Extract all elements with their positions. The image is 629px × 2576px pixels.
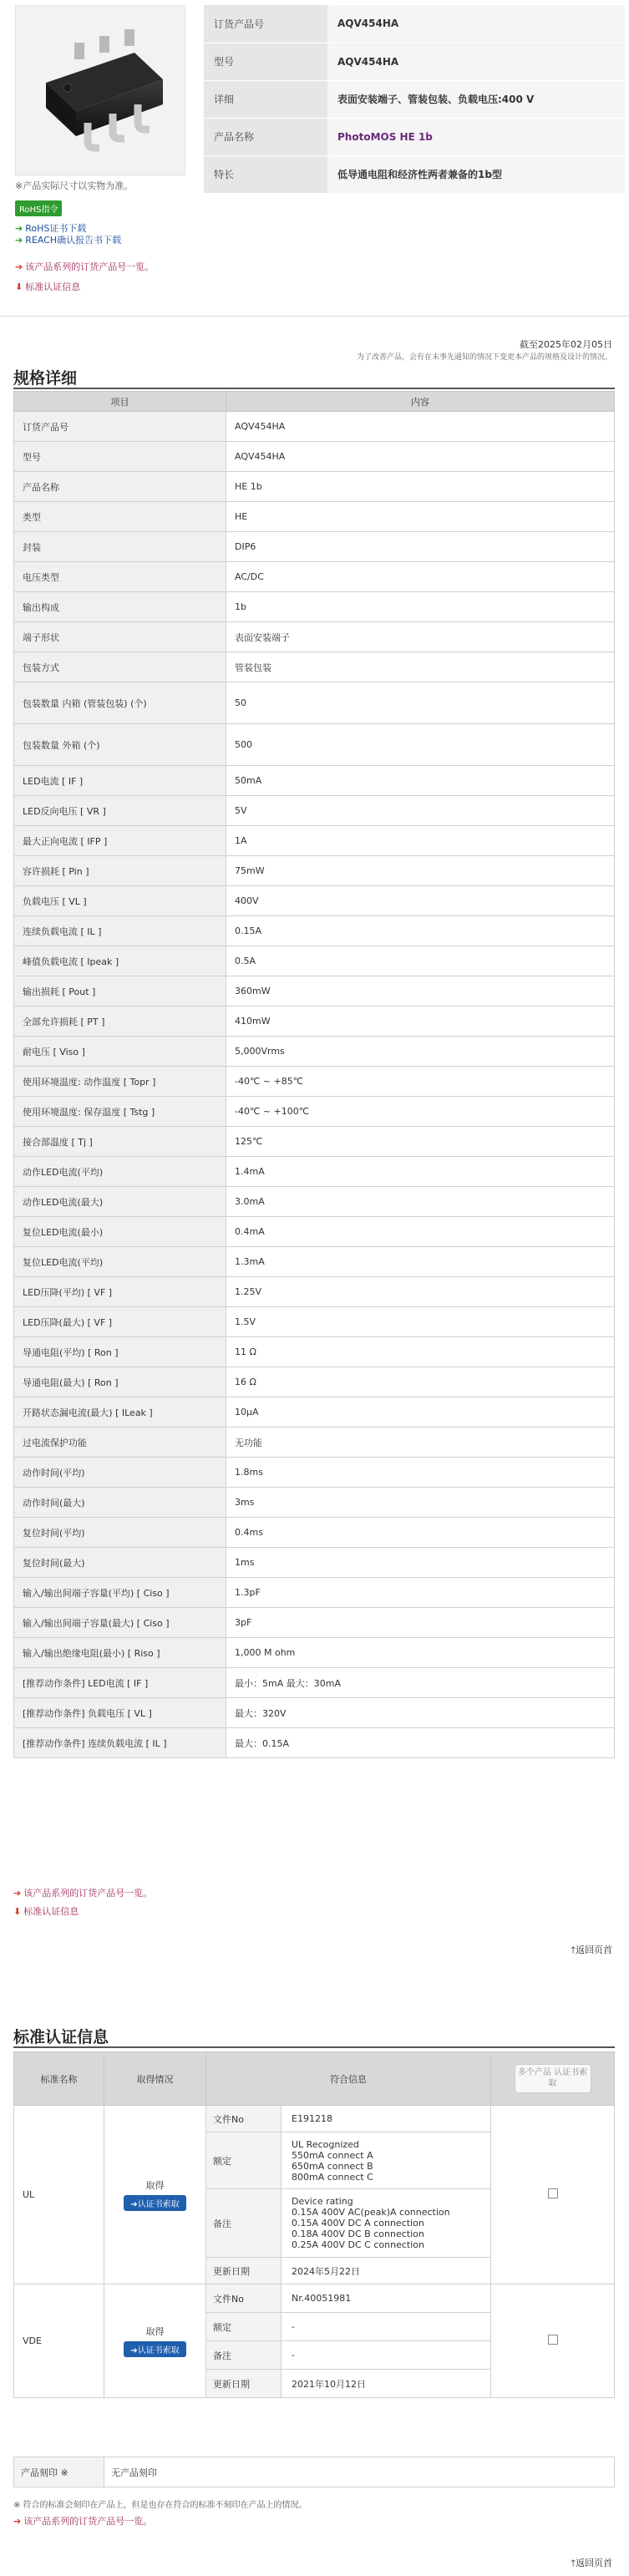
spec-value: 360mW: [226, 976, 615, 1007]
spec-row: [14, 1427, 615, 1458]
spec-label: 订货产品号: [14, 412, 226, 442]
spec-value: 3ms: [226, 1488, 615, 1518]
spec-row: [14, 1488, 615, 1518]
spec-label: [推荐动作条件] 负载电压 [ VL ]: [14, 1698, 226, 1728]
spec-value: 3pF: [226, 1608, 615, 1638]
title-underline: [13, 388, 615, 389]
updated-value: 2021年10月12日: [282, 2370, 491, 2398]
spec-value: 5V: [226, 796, 615, 826]
spec-label: 输出构成: [14, 592, 226, 622]
product-stamp-table: [13, 2457, 615, 2487]
arrow-up-icon: 🡑: [571, 2558, 576, 2568]
remarks-line: 0.18A 400V DC B connection: [292, 2229, 424, 2239]
spec-row: [14, 562, 615, 592]
cert-row-ul: [14, 2106, 615, 2132]
status-cell: [104, 2106, 206, 2284]
remarks-line: 0.25A 400V DC C connection: [292, 2239, 424, 2250]
spec-row: [14, 1187, 615, 1217]
product-info-table: [204, 5, 625, 194]
status-label: 取得: [145, 2180, 165, 2191]
info-value: AQV454HA: [327, 5, 625, 43]
spec-row: [14, 826, 615, 856]
title-underline: [13, 2046, 615, 2048]
status-cell: [104, 2284, 206, 2398]
spec-row: [14, 1127, 615, 1157]
spec-row: [14, 796, 615, 826]
spec-label: 接合部温度 [ Tj ]: [14, 1127, 226, 1157]
order-list-link-label: 该产品系列的订货产品号一览。: [23, 2516, 153, 2527]
spec-value: 1.5V: [226, 1307, 615, 1337]
back-to-top-label: 返回页首: [576, 1945, 612, 1955]
cert-title: 标准认证信息: [13, 2028, 109, 2046]
spec-value: 1A: [226, 826, 615, 856]
spec-value: 16 Ω: [226, 1367, 615, 1397]
info-label: 详细: [204, 80, 327, 118]
info-row: [204, 80, 625, 118]
spec-table: [13, 391, 615, 1758]
spec-label: 包装方式: [14, 652, 226, 682]
spec-label: 复位时间(平均): [14, 1518, 226, 1548]
spec-label: 使用环境温度: 保存温度 [ Tstg ]: [14, 1097, 226, 1127]
spec-label: 包装数量 内箱 (管装包装) (个): [14, 682, 226, 724]
spec-value: 400V: [226, 886, 615, 916]
spec-label: 端子形状: [14, 622, 226, 652]
arrow-right-icon: ➔: [15, 261, 23, 272]
info-label: 特长: [204, 155, 327, 193]
stamp-value: 无产品刻印: [104, 2457, 615, 2487]
spec-row: [14, 1037, 615, 1067]
spec-label: 复位LED电流(最小): [14, 1217, 226, 1247]
disclaimer: 为了改善产品，会有在未事先通知的情况下变更本产品的规格及设计的情况。: [356, 353, 612, 362]
arrow-up-icon: 🡑: [571, 1945, 576, 1955]
spec-label: LED电流 [ IF ]: [14, 766, 226, 796]
cert-row-vde: [14, 2284, 615, 2313]
rating-value: -: [282, 2313, 491, 2341]
info-row: [204, 43, 625, 80]
col-item: 项目: [14, 392, 226, 412]
remarks-value: [282, 2189, 491, 2258]
info-value: 表面安装端子、管装包装、负载电压:400 V: [327, 80, 625, 118]
spec-label: 使用环境温度: 动作温度 [ Topr ]: [14, 1067, 226, 1097]
spec-value: 0.4mA: [226, 1217, 615, 1247]
rohs-cert-link-label: RoHS证书下载: [25, 223, 87, 234]
spec-row: [14, 622, 615, 652]
updated-value: 2024年5月22日: [282, 2258, 491, 2284]
arrow-right-icon: ➔: [15, 223, 23, 234]
doc-no-value: E191218: [282, 2106, 491, 2132]
spec-label: 产品名称: [14, 472, 226, 502]
info-value: 低导通电阻和经济性两者兼备的1b型: [327, 155, 625, 193]
image-size-note: ※产品实际尺寸以实物为准。: [15, 180, 134, 191]
spec-value: 1.8ms: [226, 1458, 615, 1488]
spec-row: [14, 1247, 615, 1277]
remarks-label: 备注: [206, 2341, 282, 2370]
status-label: 取得: [145, 2326, 165, 2337]
spec-row: [14, 1668, 615, 1698]
spec-label: [推荐动作条件] LED电流 [ IF ]: [14, 1668, 226, 1698]
spec-row: [14, 946, 615, 976]
get-cert-button[interactable]: [124, 2195, 185, 2211]
arrow-right-icon: ➔: [15, 235, 23, 246]
standard-name: UL: [14, 2106, 104, 2284]
spec-row: [14, 1578, 615, 1608]
rating-label: 额定: [206, 2313, 282, 2341]
spec-label: 动作LED电流(平均): [14, 1157, 226, 1187]
spec-row: [14, 1157, 615, 1187]
product-image: [15, 5, 185, 175]
spec-value: 0.15A: [226, 916, 615, 946]
stamp-footnote: ※ 符合的标准会刻印在产品上，但是也存在符合的标准不刻印在产品上的情况。: [13, 2501, 307, 2510]
spec-row: [14, 1638, 615, 1668]
spec-value: 0.4ms: [226, 1518, 615, 1548]
spec-row: [14, 502, 615, 532]
spec-value: 无功能: [226, 1427, 615, 1458]
info-value: AQV454HA: [327, 43, 625, 80]
rating-value: [282, 2132, 491, 2189]
remarks-line: Device rating: [292, 2196, 353, 2207]
spec-label: 开路状态漏电流(最大) [ ILeak ]: [14, 1397, 226, 1427]
back-to-top-label: 返回页首: [576, 2558, 612, 2568]
spec-value: DIP6: [226, 532, 615, 562]
select-checkbox[interactable]: [548, 2335, 558, 2345]
spec-row: [14, 1458, 615, 1488]
relay-chip-icon: [16, 6, 186, 176]
spec-value: HE: [226, 502, 615, 532]
updated-label: 更新日期: [206, 2258, 282, 2284]
spec-label: LED压降(平均) [ VF ]: [14, 1277, 226, 1307]
spec-value: 50mA: [226, 766, 615, 796]
spec-value: 1.4mA: [226, 1157, 615, 1187]
reach-report-link[interactable]: [15, 233, 121, 246]
info-row: [204, 5, 625, 43]
spec-row: [14, 1217, 615, 1247]
spec-label: 导通电阻(最大) [ Ron ]: [14, 1367, 226, 1397]
spec-label: 峰值负载电流 [ Ipeak ]: [14, 946, 226, 976]
select-cell: [491, 2284, 615, 2398]
cert-table: [13, 2051, 615, 2398]
spec-row: [14, 532, 615, 562]
reach-report-link-label: REACH确认报告书下载: [25, 235, 122, 246]
spec-row: [14, 1548, 615, 1578]
spec-row: [14, 1728, 615, 1758]
spec-value: 最大：320V: [226, 1698, 615, 1728]
spec-row: [14, 724, 615, 766]
spec-label: LED压降(最大) [ VF ]: [14, 1307, 226, 1337]
info-row: [204, 155, 625, 193]
std-cert-link-label: 标准认证信息: [23, 1906, 79, 1917]
spec-label: LED反向电压 [ VR ]: [14, 796, 226, 826]
spec-row: [14, 1337, 615, 1367]
spec-row: [14, 856, 615, 886]
spec-row: [14, 1397, 615, 1427]
spec-label: 输入/输出间端子容量(平均) [ Ciso ]: [14, 1578, 226, 1608]
remarks-value: -: [282, 2341, 491, 2370]
spec-label: 全部允许损耗 [ PT ]: [14, 1007, 226, 1037]
spec-label: [推荐动作条件] 连续负载电流 [ IL ]: [14, 1728, 226, 1758]
arrow-right-icon: ➔: [13, 1888, 22, 1899]
spec-value: 50: [226, 682, 615, 724]
select-checkbox[interactable]: [548, 2188, 558, 2198]
spec-value: AQV454HA: [226, 442, 615, 472]
spec-row: [14, 1097, 615, 1127]
spec-value: -40℃ ~ +100℃: [226, 1097, 615, 1127]
std-cert-link-label: 标准认证信息: [25, 281, 81, 292]
spec-title: 规格详细: [13, 369, 78, 388]
spec-row: [14, 652, 615, 682]
spec-label: 包装数量 外箱 (个): [14, 724, 226, 766]
multi-cert-request-button[interactable]: 多个产品 认证书索取: [515, 2064, 591, 2093]
rating-line: UL Recognized: [292, 2138, 359, 2150]
order-list-link-2[interactable]: [13, 1886, 152, 1899]
remarks-label: 备注: [206, 2189, 282, 2258]
order-list-link-label: 该产品系列的订货产品号一览。: [25, 261, 155, 272]
spec-value: 0.5A: [226, 946, 615, 976]
rating-line: 650mA connect B: [292, 2160, 373, 2172]
spec-value: 5,000Vrms: [226, 1037, 615, 1067]
spec-label: 负载电压 [ VL ]: [14, 886, 226, 916]
spec-value: 11 Ω: [226, 1337, 615, 1367]
order-list-link-label: 该产品系列的订货产品号一览。: [23, 1888, 153, 1899]
spec-value: 3.0mA: [226, 1187, 615, 1217]
standard-name: VDE: [14, 2284, 104, 2398]
get-cert-button[interactable]: [124, 2341, 185, 2357]
std-cert-link-2[interactable]: [13, 1904, 79, 1918]
arrow-right-icon: ➔: [13, 2516, 22, 2527]
spec-label: 电压类型: [14, 562, 226, 592]
spec-row: [14, 1067, 615, 1097]
col-select: [491, 2052, 615, 2106]
col-standard: 标准名称: [14, 2052, 104, 2106]
spec-value: 最小：5mA 最大：30mA: [226, 1668, 615, 1698]
spec-value: 1.25V: [226, 1277, 615, 1307]
spec-row: [14, 682, 615, 724]
spec-value: 500: [226, 724, 615, 766]
spec-value: 1.3pF: [226, 1578, 615, 1608]
rating-line: 550mA connect A: [292, 2149, 373, 2161]
spec-row: [14, 412, 615, 442]
spec-row: [14, 1367, 615, 1397]
spec-value: 管装包装: [226, 652, 615, 682]
product-summary: [13, 0, 615, 305]
spec-label: 输出损耗 [ Pout ]: [14, 976, 226, 1007]
spec-value: 1.3mA: [226, 1247, 615, 1277]
as-of-date: 截至2025年02月05日: [520, 339, 612, 350]
back-to-top-link-2[interactable]: [571, 2556, 612, 2572]
col-status: 取得情况: [104, 2052, 206, 2106]
spec-value: -40℃ ~ +85℃: [226, 1067, 615, 1097]
stamp-label: 产品刻印 ※: [14, 2457, 104, 2487]
spec-value: 75mW: [226, 856, 615, 886]
arrow-down-icon: ⬇: [15, 281, 23, 292]
spec-row: [14, 1277, 615, 1307]
updated-label: 更新日期: [206, 2370, 282, 2398]
get-cert-label: 认证书索取: [137, 2346, 180, 2355]
spec-value: AQV454HA: [226, 412, 615, 442]
spec-label: 动作LED电流(最大): [14, 1187, 226, 1217]
select-cell: [491, 2106, 615, 2284]
spec-label: 输入/输出间端子容量(最大) [ Ciso ]: [14, 1608, 226, 1638]
spec-label: 容许损耗 [ Pin ]: [14, 856, 226, 886]
spec-label: 动作时间(平均): [14, 1458, 226, 1488]
spec-row: [14, 766, 615, 796]
spec-value: 1b: [226, 592, 615, 622]
info-row: [204, 118, 625, 155]
col-content: 内容: [226, 392, 615, 412]
spec-label: 耐电压 [ Viso ]: [14, 1037, 226, 1067]
arrow-icon: ➔: [130, 2346, 138, 2355]
spec-row: [14, 886, 615, 916]
spec-label: 过电流保护功能: [14, 1427, 226, 1458]
spec-label: 导通电阻(平均) [ Ron ]: [14, 1337, 226, 1367]
info-label: 产品名称: [204, 118, 327, 155]
col-info: 符合信息: [206, 2052, 491, 2106]
spec-row: [14, 1698, 615, 1728]
spec-value: 最大：0.15A: [226, 1728, 615, 1758]
spec-value: HE 1b: [226, 472, 615, 502]
spec-row: [14, 916, 615, 946]
spec-value: 1,000 M ohm: [226, 1638, 615, 1668]
spec-value: 1ms: [226, 1548, 615, 1578]
spec-label: 型号: [14, 442, 226, 472]
spec-label: 类型: [14, 502, 226, 532]
spec-label: 最大正向电流 [ IFP ]: [14, 826, 226, 856]
back-to-top-link[interactable]: [571, 1943, 612, 1959]
info-label: 订货产品号: [204, 5, 327, 43]
rating-line: 800mA connect C: [292, 2171, 373, 2183]
arrow-icon: ➔: [130, 2200, 138, 2209]
spec-row: [14, 1608, 615, 1638]
spec-row: [14, 442, 615, 472]
order-list-link-3[interactable]: [13, 2514, 152, 2528]
divider: [0, 316, 629, 317]
spec-value: AC/DC: [226, 562, 615, 592]
spec-row: [14, 592, 615, 622]
spec-label: 连续负载电流 [ IL ]: [14, 916, 226, 946]
spec-row: [14, 976, 615, 1007]
remarks-line: 0.15A 400V AC(peak)A connection: [292, 2207, 450, 2218]
order-list-link[interactable]: [15, 260, 154, 273]
info-value-link[interactable]: PhotoMOS HE 1b: [327, 118, 625, 155]
spec-row: [14, 1307, 615, 1337]
doc-no-label: 文件No: [206, 2284, 282, 2313]
arrow-down-icon: ⬇: [13, 1906, 22, 1917]
remarks-line: 0.15A 400V DC A connection: [292, 2218, 424, 2229]
doc-no-value: Nr.40051981: [282, 2284, 491, 2313]
spec-label: 复位LED电流(平均): [14, 1247, 226, 1277]
spec-value: 表面安装端子: [226, 622, 615, 652]
spec-row: [14, 1007, 615, 1037]
get-cert-label: 认证书索取: [137, 2200, 180, 2209]
spec-row: [14, 472, 615, 502]
rohs-badge: RoHS指令: [15, 200, 62, 216]
spec-label: 封装: [14, 532, 226, 562]
spec-label: 输入/输出绝缘电阻(最小) [ Riso ]: [14, 1638, 226, 1668]
spec-label: 复位时间(最大): [14, 1548, 226, 1578]
spec-row: [14, 1518, 615, 1548]
rating-label: 额定: [206, 2132, 282, 2189]
spec-value: 125℃: [226, 1127, 615, 1157]
spec-value: 410mW: [226, 1007, 615, 1037]
spec-value: 10μA: [226, 1397, 615, 1427]
info-label: 型号: [204, 43, 327, 80]
doc-no-label: 文件No: [206, 2106, 282, 2132]
std-cert-link[interactable]: [15, 280, 80, 293]
spec-label: 动作时间(最大): [14, 1488, 226, 1518]
